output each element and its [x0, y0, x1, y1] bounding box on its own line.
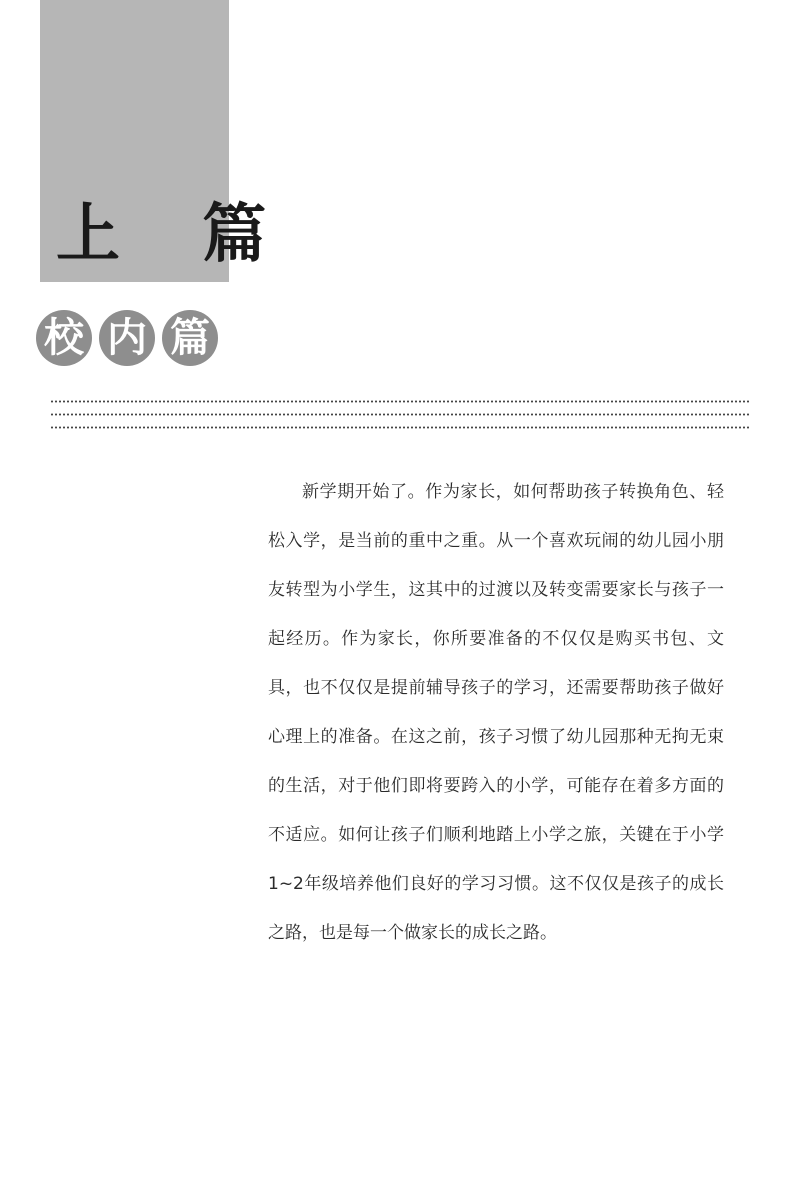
section-title — [36, 310, 225, 366]
dotted-divider — [50, 413, 750, 416]
section-title-char: 篇 — [162, 310, 218, 366]
section-title-char: 校 — [36, 310, 92, 366]
dotted-divider — [50, 400, 750, 403]
section-title-char: 内 — [99, 310, 155, 366]
part-title: 上 篇 — [56, 197, 297, 272]
intro-paragraph: 新学期开始了。作为家长，如何帮助孩子转换角色、轻松入学，是当前的重中之重。从一个喜欢玩闹的幼儿园小朋友转型为小学生，这其中的过渡以及转变需要家长与孩子一起经历。作为家长，你所要准备的不仅仅是购买书包、文具，也不仅仅是提前辅导孩子的学习，还需要帮助孩子做好心理上的准备。在这之前，孩子习惯了幼儿园那种无拘无束的生活，对于他们即将要跨入的小学，可能存在着多方面的不适应。如何让孩子们顺利地踏上小学之旅，关键在于小学1~2年级培养他们良好的学习习惯。这不仅仅是孩子的成长之路，也是每一个做家长的成长之路。 — [268, 482, 724, 943]
dotted-divider — [50, 426, 750, 429]
